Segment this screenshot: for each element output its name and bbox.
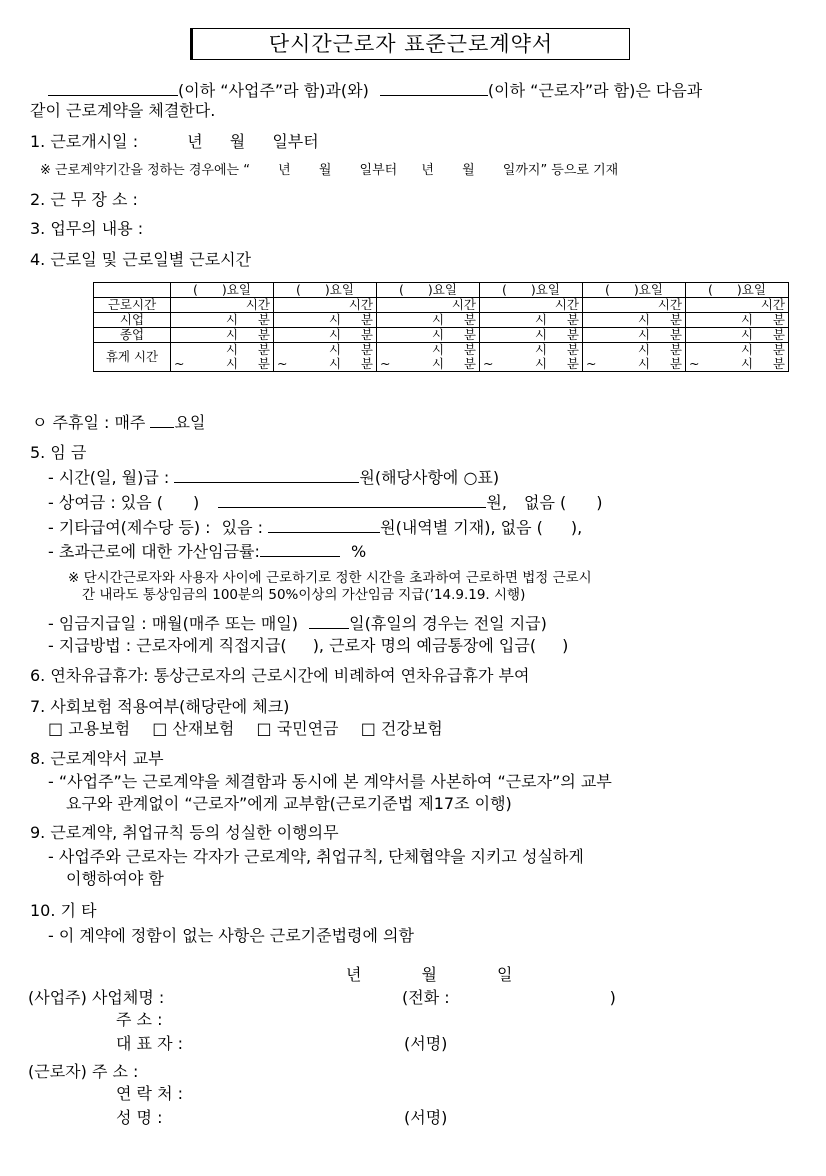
bonus-close: ) xyxy=(193,493,200,512)
weekly-holiday-blank[interactable] xyxy=(150,412,174,428)
employer-company-label: 사업체명 : xyxy=(91,988,165,1007)
time-cell[interactable]: 시 분 xyxy=(377,328,480,343)
hours-cell[interactable]: 시간 xyxy=(171,298,274,313)
start-date-line xyxy=(30,132,319,152)
bonus-label: - 상여금 : 있음 ( xyxy=(48,493,164,512)
employer-name-blank[interactable] xyxy=(48,80,178,96)
contract-delivery-line-2: 요구와 관계없이 “근로자”에게 교부함(근로기준법 제17조 이행) xyxy=(66,794,512,813)
start-month: 월 xyxy=(229,132,246,151)
other-pay-blank[interactable] xyxy=(268,517,380,533)
hours-cell[interactable]: 시간 xyxy=(274,298,377,313)
day-cell[interactable]: ( )요일 xyxy=(583,283,686,298)
note-month: 월 xyxy=(318,163,332,178)
employer-phone-label: (전화 : xyxy=(402,988,450,1007)
intro-part2: (이하 “근로자”라 함)은 다음과 xyxy=(487,81,703,100)
time-cell[interactable]: 시 분 xyxy=(686,328,789,343)
day-cell[interactable]: ( )요일 xyxy=(377,283,480,298)
bonus-suffix: 원, xyxy=(486,493,507,512)
employer-phone-close: ) xyxy=(609,988,616,1007)
time-cell[interactable]: 시 분 xyxy=(377,313,480,328)
weekly-holiday-line xyxy=(32,412,205,433)
break-cell[interactable]: 시 분 ~ 시 분 xyxy=(480,343,583,372)
method-close: ) xyxy=(562,636,569,655)
hourly-wage-label: - 시간(일, 월)급 : xyxy=(48,468,170,487)
worker-contact-line: 연 락 처 : xyxy=(116,1084,184,1103)
bonus-line xyxy=(48,492,603,513)
payday-suffix: 일(휴일의 경우는 전일 지급) xyxy=(349,614,547,633)
hours-cell[interactable]: 시간 xyxy=(583,298,686,313)
note-from: 일부터 xyxy=(359,163,398,178)
duty-line-2: 이행하여야 함 xyxy=(66,869,164,888)
date-day: 일 xyxy=(496,965,513,984)
other-pay-line xyxy=(48,517,582,538)
contract-period-note xyxy=(40,161,618,181)
contract-delivery-line-1: - “사업주”는 근로계약을 체결함과 동시에 본 계약서를 사본하여 “근로자”의 교부 xyxy=(48,772,612,791)
intro-line-2: 같이 근로계약을 체결한다. xyxy=(30,101,216,120)
document-title: 단시간근로자 표준근로계약서 xyxy=(190,28,630,60)
employer-phone-line xyxy=(402,988,616,1008)
start-day: 일부터 xyxy=(272,132,319,151)
checkbox-health-insurance[interactable]: □ 건강보험 xyxy=(360,719,443,738)
break-cell[interactable]: 시 분 ~ 시 분 xyxy=(686,343,789,372)
date-month: 월 xyxy=(421,965,437,984)
hours-cell[interactable]: 시간 xyxy=(480,298,583,313)
time-cell[interactable]: 시 분 xyxy=(686,313,789,328)
note-month2: 월 xyxy=(462,163,475,178)
time-cell[interactable]: 시 분 xyxy=(480,313,583,328)
start-year: 년 xyxy=(187,132,203,151)
misc-heading: 10. 기 타 xyxy=(30,901,97,920)
worker-signature[interactable]: (서명) xyxy=(404,1108,448,1127)
misc-line-1: - 이 계약에 정함이 없는 사항은 근로기준법령에 의함 xyxy=(48,926,414,945)
overtime-unit: % xyxy=(351,542,367,561)
hours-cell[interactable]: 시간 xyxy=(686,298,789,313)
other-pay-yes: 있음 : xyxy=(221,518,264,537)
annual-leave-line: 6. 연차유급휴가: 통상근로자의 근로시간에 비례하여 연차유급휴가 부여 xyxy=(30,666,530,685)
day-header-row xyxy=(94,283,789,298)
contract-date xyxy=(346,965,512,985)
break-cell[interactable]: 시 분 ~ 시 분 xyxy=(583,343,686,372)
job-description-line: 3. 업무의 내용 : xyxy=(30,219,144,238)
time-cell[interactable]: 시 분 xyxy=(171,313,274,328)
note-to: 일까지” 등으로 기재 xyxy=(502,163,619,178)
payment-method-line xyxy=(48,636,568,656)
work-schedule-heading: 4. 근로일 및 근로일별 근로시간 xyxy=(30,250,252,269)
day-cell[interactable]: ( )요일 xyxy=(480,283,583,298)
bonus-none-close: ) xyxy=(596,493,603,512)
payday-blank[interactable] xyxy=(309,613,349,629)
overtime-rate-line xyxy=(48,541,366,562)
duty-line-1: - 사업주와 근로자는 각자가 근로계약, 취업규칙, 단체협약을 지키고 성실하게 xyxy=(48,847,584,866)
social-insurance-heading: 7. 사회보험 적용여부(해당란에 체크) xyxy=(30,697,290,716)
note-year: 년 xyxy=(278,163,291,178)
employer-label: (사업주) xyxy=(28,988,87,1007)
workplace-line: 2. 근 무 장 소 : xyxy=(30,190,138,209)
payday-label: - 임금지급일 : 매월(매주 또는 매일) xyxy=(48,614,299,633)
date-year: 년 xyxy=(346,965,362,984)
hourly-wage-line xyxy=(48,467,499,488)
work-hours-label: 근로시간 xyxy=(94,298,171,313)
hourly-wage-suffix: 원(해당사항에 ○표) xyxy=(359,468,500,487)
break-time-label: 휴게 시간 xyxy=(94,343,171,372)
worker-label: (근로자) xyxy=(28,1062,87,1081)
note-prefix: ※ 근로계약기간을 정하는 경우에는 “ xyxy=(40,163,250,178)
break-cell[interactable]: 시 분 ~ 시 분 xyxy=(274,343,377,372)
time-cell[interactable]: 시 분 xyxy=(583,313,686,328)
end-time-row xyxy=(94,328,789,343)
time-cell[interactable]: 시 분 xyxy=(480,328,583,343)
day-cell[interactable]: ( )요일 xyxy=(274,283,377,298)
employer-rep-line: 대 표 자 : xyxy=(116,1034,184,1053)
work-hours-row xyxy=(94,298,789,313)
wage-heading: 5. 임 금 xyxy=(30,443,87,462)
day-cell[interactable]: ( )요일 xyxy=(171,283,274,298)
worker-address-label: 주 소 : xyxy=(91,1062,139,1081)
end-time-label: 종업 xyxy=(94,328,171,343)
method-mid: ), 근로자 명의 예금통장에 입금( xyxy=(312,636,537,655)
employer-address-line: 주 소 : xyxy=(116,1010,163,1029)
overtime-note-1: ※ 단시간근로자와 사용자 사이에 근로하기로 정한 시간을 초과하여 근로하면 법정 근로시 xyxy=(68,570,592,586)
time-cell[interactable]: 시 분 xyxy=(583,328,686,343)
other-pay-suffix: 원(내역별 기재), 없음 ( xyxy=(380,518,543,537)
checkbox-industrial-accident-insurance[interactable]: □ 산재보험 xyxy=(152,719,235,738)
worker-address-line xyxy=(28,1062,138,1082)
break-cell[interactable]: 시 분 ~ 시 분 xyxy=(171,343,274,372)
worker-name-line: 성 명 : xyxy=(116,1108,163,1127)
duty-heading: 9. 근로계약, 취업규칙 등의 성실한 이행의무 xyxy=(30,823,339,842)
payday-line xyxy=(48,613,547,634)
bonus-none: 없음 ( xyxy=(524,493,567,512)
start-time-row xyxy=(94,313,789,328)
social-insurance-options xyxy=(48,719,443,739)
other-pay-label: - 기타급여(제수당 등) : xyxy=(48,518,211,537)
time-cell[interactable]: 시 분 xyxy=(274,328,377,343)
break-cell[interactable]: 시 분 ~ 시 분 xyxy=(377,343,480,372)
checkbox-employment-insurance[interactable]: □ 고용보험 xyxy=(48,719,131,738)
weekly-holiday-label: ㅇ 주휴일 : 매주 xyxy=(32,413,146,432)
work-schedule-table xyxy=(93,282,789,372)
start-time-label: 시업 xyxy=(94,313,171,328)
time-cell[interactable]: 시 분 xyxy=(171,328,274,343)
method-label: - 지급방법 : 근로자에게 직접지급( xyxy=(48,636,287,655)
worker-name-blank[interactable] xyxy=(380,80,488,96)
time-cell[interactable]: 시 분 xyxy=(274,313,377,328)
note-year2: 년 xyxy=(421,163,434,178)
other-pay-close: ), xyxy=(570,518,583,537)
hours-cell[interactable]: 시간 xyxy=(377,298,480,313)
intro-line-1 xyxy=(48,80,702,101)
contract-delivery-heading: 8. 근로계약서 교부 xyxy=(30,749,164,768)
weekly-holiday-suffix: 요일 xyxy=(174,413,206,432)
overtime-rate-blank[interactable] xyxy=(260,541,340,557)
break-time-row xyxy=(94,343,789,372)
intro-part1: (이하 “사업주”라 함)과(와) xyxy=(178,81,369,100)
start-date-heading: 1. 근로개시일 : xyxy=(30,132,139,151)
overtime-note-2: 간 내라도 통상임금의 100분의 50%이상의 가산임금 지급(’14.9.19. 시행) xyxy=(82,587,526,603)
employer-signature[interactable]: (서명) xyxy=(404,1034,448,1053)
hourly-wage-blank[interactable] xyxy=(174,467,359,483)
bonus-amount-blank[interactable] xyxy=(218,492,486,508)
checkbox-national-pension[interactable]: □ 국민연금 xyxy=(256,719,339,738)
employer-company-line xyxy=(28,988,164,1008)
corner-cell xyxy=(94,283,171,298)
overtime-rate-label: - 초과근로에 대한 가산임금률: xyxy=(48,542,260,561)
day-cell[interactable]: ( )요일 xyxy=(686,283,789,298)
